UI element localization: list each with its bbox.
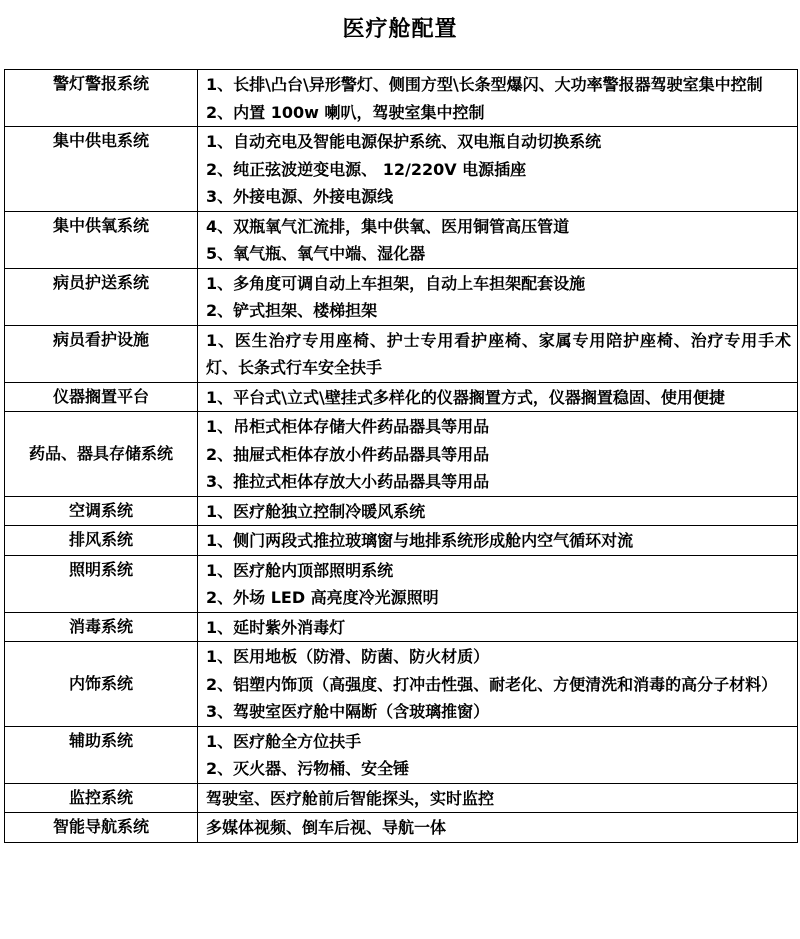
item-line: 2、内置 100w 喇叭，驾驶室集中控制 <box>206 102 485 122</box>
table-row <box>5 127 798 212</box>
item-line: 1、吊柜式柜体存储大件药品器具等用品 <box>206 417 490 436</box>
category-cell: 集中供电系统 <box>5 127 198 212</box>
items-cell <box>198 555 798 612</box>
table-row <box>5 70 798 127</box>
item-line: 1、侧门两段式推拉玻璃窗与地排系统形成舱内空气循环对流 <box>206 531 634 550</box>
item-line: 2、铝塑内饰顶（高强度、打冲击性强、耐老化、方便清洗和消毒的高分子材料） <box>206 674 778 694</box>
table-row <box>5 555 798 612</box>
items-cell <box>198 612 798 642</box>
item-line: 1、医用地板（防滑、防菌、防火材质） <box>206 647 490 666</box>
item-line: 1、医生治疗专用座椅、护士专用看护座椅、家属专用陪护座椅、治疗专用手术灯、长条式行车安全扶手 <box>206 330 791 377</box>
items-cell <box>198 412 798 497</box>
config-table <box>4 69 798 843</box>
category-cell: 药品、器具存储系统 <box>5 412 198 497</box>
item-line: 3、驾驶室医疗舱中隔断（含玻璃推窗） <box>206 702 490 721</box>
category-cell: 仪器搁置平台 <box>5 382 198 412</box>
item-line: 3、外接电源、外接电源线 <box>206 187 394 206</box>
table-row <box>5 526 798 556</box>
item-line: 1、自动充电及智能电源保护系统、双电瓶自动切换系统 <box>206 132 602 151</box>
category-cell: 照明系统 <box>5 555 198 612</box>
category-cell: 病员护送系统 <box>5 268 198 325</box>
items-cell <box>198 496 798 526</box>
category-cell: 排风系统 <box>5 526 198 556</box>
item-line: 5、氧气瓶、氧气中端、湿化器 <box>206 244 426 263</box>
item-line: 2、灭火器、污物桶、安全锤 <box>206 759 410 778</box>
items-cell <box>198 642 798 727</box>
items-cell <box>198 783 798 813</box>
items-cell <box>198 70 798 127</box>
category-cell: 警灯警报系统 <box>5 70 198 127</box>
items-cell <box>198 813 798 843</box>
item-line: 1、医疗舱全方位扶手 <box>206 731 362 751</box>
item-line: 2、外场 LED 高亮度冷光源照明 <box>206 588 439 607</box>
table-row <box>5 412 798 497</box>
table-row <box>5 325 798 382</box>
item-line: 驾驶室、医疗舱前后智能探头，实时监控 <box>206 788 495 808</box>
items-cell <box>198 325 798 382</box>
items-cell <box>198 526 798 556</box>
item-line: 3、推拉式柜体存放大小药品器具等用品 <box>206 472 490 491</box>
category-cell: 集中供氧系统 <box>5 211 198 268</box>
item-line: 2、纯正弦波逆变电源、 12/220V 电源插座 <box>206 159 527 179</box>
table-row <box>5 211 798 268</box>
items-cell <box>198 268 798 325</box>
table-row <box>5 813 798 843</box>
table-row <box>5 783 798 813</box>
category-cell: 消毒系统 <box>5 612 198 642</box>
item-line: 2、抽屉式柜体存放小件药品器具等用品 <box>206 444 490 464</box>
table-row <box>5 642 798 727</box>
category-cell: 监控系统 <box>5 783 198 813</box>
items-cell <box>198 726 798 783</box>
table-row <box>5 496 798 526</box>
items-cell <box>198 211 798 268</box>
category-cell: 智能导航系统 <box>5 813 198 843</box>
category-cell: 辅助系统 <box>5 726 198 783</box>
item-line: 1、长排\凸台\异形警灯、侧围方型\长条型爆闪、大功率警报器驾驶室集中控制 <box>206 75 763 94</box>
table-row <box>5 382 798 412</box>
item-line: 1、医疗舱独立控制冷暖风系统 <box>206 501 426 521</box>
item-line: 1、医疗舱内顶部照明系统 <box>206 560 394 580</box>
table-row <box>5 726 798 783</box>
item-line: 2、铲式担架、楼梯担架 <box>206 301 378 320</box>
category-cell: 内饰系统 <box>5 642 198 727</box>
items-cell <box>198 127 798 212</box>
item-line: 1、延时紫外消毒灯 <box>206 617 346 637</box>
item-line: 1、多角度可调自动上车担架，自动上车担架配套设施 <box>206 273 586 293</box>
table-row <box>5 268 798 325</box>
items-cell <box>198 382 798 412</box>
category-cell: 病员看护设施 <box>5 325 198 382</box>
item-line: 1、平台式\立式\壁挂式多样化的仪器搁置方式，仪器搁置稳固、使用便捷 <box>206 387 725 407</box>
table-row <box>5 612 798 642</box>
page-title: 医疗舱配置 <box>342 17 458 42</box>
category-cell: 空调系统 <box>5 496 198 526</box>
item-line: 4、双瓶氧气汇流排，集中供氧、医用铜管高压管道 <box>206 216 570 236</box>
item-line: 多媒体视频、倒车后视、导航一体 <box>206 818 447 837</box>
